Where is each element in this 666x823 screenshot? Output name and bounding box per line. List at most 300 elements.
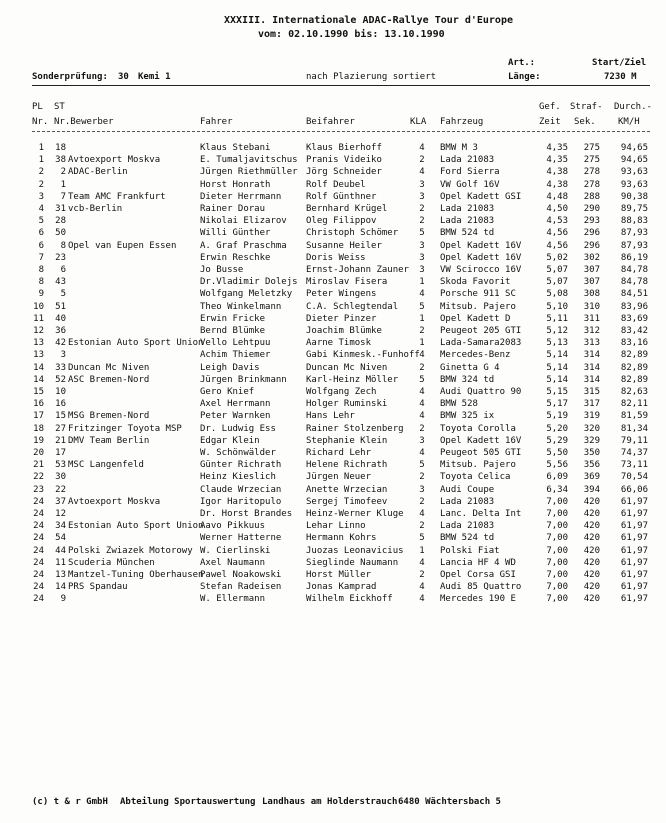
cell-co-driver: Susanne Heiler <box>306 240 382 251</box>
cell-start-number: 33 <box>55 362 66 373</box>
cell-start-number: 17 <box>55 448 66 458</box>
cell-entrant: Mantzel-Tuning Oberhausen <box>68 570 204 580</box>
cell-average-speed: 83,42 <box>620 326 648 336</box>
cell-driver: Gero Knief <box>200 387 255 397</box>
cell-average-speed: 83,69 <box>620 313 648 324</box>
cell-driver: Dr.Vladimir Dolejs <box>200 277 298 288</box>
cell-co-driver: Rolf Günthner <box>306 191 377 202</box>
cell-penalty-seconds: 420 <box>583 521 600 532</box>
cell-start-number: 7 <box>60 191 66 202</box>
col-bewerber: Nr.Bewerber <box>54 117 114 127</box>
cell-driver: Stefan Radeisen <box>200 582 282 593</box>
cell-time: 5,14 <box>546 362 568 373</box>
cell-start-number: 18 <box>55 143 66 153</box>
cell-penalty-seconds: 394 <box>583 484 600 495</box>
cell-co-driver: Rainer Stolzenberg <box>306 423 404 434</box>
cell-time: 6,09 <box>546 472 568 483</box>
cell-penalty-seconds: 312 <box>583 326 600 336</box>
cell-start-number: 53 <box>55 460 66 471</box>
table-row <box>0 472 666 483</box>
cell-penalty-seconds: 350 <box>583 448 600 458</box>
cell-class: 3 <box>419 252 425 263</box>
cell-placement: 2 <box>38 179 44 190</box>
cell-penalty-seconds: 308 <box>583 289 600 300</box>
cell-start-number: 16 <box>55 399 66 410</box>
cell-driver: Günter Richrath <box>200 460 282 471</box>
cell-average-speed: 93,63 <box>620 179 648 190</box>
cell-placement: 24 <box>33 594 44 605</box>
cell-average-speed: 82,11 <box>620 399 648 410</box>
cell-vehicle: Mitsub. Pajero <box>440 301 516 312</box>
cell-placement: 24 <box>33 545 44 556</box>
cell-class: 2 <box>419 326 425 336</box>
cell-start-number: 50 <box>55 228 66 239</box>
cell-time: 5,14 <box>546 350 568 361</box>
cell-start-number: 28 <box>55 216 66 227</box>
cell-co-driver: Jürgen Neuer <box>306 472 372 483</box>
table-row <box>0 143 666 154</box>
cell-class: 3 <box>419 191 425 202</box>
cell-penalty-seconds: 296 <box>583 240 600 251</box>
cell-class: 4 <box>419 448 425 458</box>
cell-start-number: 51 <box>55 301 66 312</box>
col-fahrzeug: Fahrzeug <box>440 117 484 127</box>
cell-class: 4 <box>419 350 425 361</box>
cell-penalty-seconds: 302 <box>583 252 600 263</box>
cell-vehicle: Audi Coupe <box>440 484 495 495</box>
art-value: Start/Ziel <box>592 58 647 68</box>
laenge-label: Länge: <box>508 72 541 82</box>
table-row <box>0 509 666 520</box>
cell-co-driver: Karl-Heinz Möller <box>306 374 399 385</box>
cell-penalty-seconds: 278 <box>583 179 600 190</box>
cell-co-driver: Ernst-Johann Zauner <box>306 265 409 275</box>
cell-placement: 15 <box>33 387 44 397</box>
cell-co-driver: Heinz-Werner Kluge <box>306 509 404 519</box>
cell-co-driver: Anette Wrzecian <box>306 484 388 495</box>
cell-driver: W. Cierlinski <box>200 545 271 556</box>
cell-placement: 12 <box>33 326 44 336</box>
cell-average-speed: 86,19 <box>620 252 648 263</box>
table-row <box>0 277 666 288</box>
cell-driver: Aavo Pikkuus <box>200 521 266 532</box>
table-row <box>0 424 666 435</box>
cell-penalty-seconds: 310 <box>583 301 600 312</box>
cell-co-driver: Richard Lehr <box>306 448 372 458</box>
footer-city: 6480 Wächtersbach 5 <box>398 797 501 807</box>
cell-vehicle: Lada 21083 <box>440 216 495 227</box>
cell-class: 2 <box>419 521 425 532</box>
cell-class: 2 <box>419 496 425 507</box>
cell-class: 4 <box>419 399 425 410</box>
cell-time: 7,00 <box>546 594 568 605</box>
cell-start-number: 6 <box>60 265 66 275</box>
cell-vehicle: Opel Kadett 16V <box>440 252 522 263</box>
cell-driver: Horst Honrath <box>200 179 271 190</box>
cell-start-number: 52 <box>55 374 66 385</box>
col-fahrer: Fahrer <box>200 117 233 127</box>
cell-driver: Edgar Klein <box>200 435 260 446</box>
cell-time: 7,00 <box>546 570 568 580</box>
cell-placement: 10 <box>33 301 44 312</box>
cell-penalty-seconds: 314 <box>583 362 600 373</box>
cell-time: 5,20 <box>546 423 568 434</box>
cell-co-driver: Jonas Kamprad <box>306 582 377 593</box>
footer-address: Landhaus am Holderstrauch <box>262 797 398 807</box>
cell-penalty-seconds: 319 <box>583 411 600 422</box>
cell-average-speed: 84,78 <box>620 277 648 288</box>
cell-entrant: Estonian Auto Sport Union <box>68 338 204 349</box>
cell-time: 5,19 <box>546 411 568 422</box>
cell-placement: 21 <box>33 460 44 471</box>
cell-penalty-seconds: 356 <box>583 460 600 471</box>
table-row <box>0 485 666 496</box>
col-beifahrer: Beifahrer <box>306 117 355 127</box>
cell-driver: Dr. Ludwig Ess <box>200 423 276 434</box>
cell-penalty-seconds: 290 <box>583 204 600 214</box>
cell-co-driver: Duncan Mc Niven <box>306 362 388 373</box>
cell-class: 2 <box>419 216 425 227</box>
cell-start-number: 15 <box>55 411 66 422</box>
cell-co-driver: Jörg Schneider <box>306 167 382 178</box>
cell-class: 3 <box>419 435 425 446</box>
cell-vehicle: Polski Fiat <box>440 545 500 556</box>
art-label: Art.: <box>508 58 536 68</box>
cell-class: 4 <box>419 509 425 519</box>
cell-vehicle: Lada 21083 <box>440 204 495 214</box>
table-row <box>0 570 666 581</box>
cell-placement: 22 <box>33 472 44 483</box>
cell-placement: 3 <box>38 191 44 202</box>
cell-entrant: Team AMC Frankfurt <box>68 191 166 202</box>
cell-time: 7,00 <box>546 545 568 556</box>
table-row <box>0 387 666 398</box>
cell-placement: 19 <box>33 435 44 446</box>
cell-vehicle: BMW 325 ix <box>440 411 495 422</box>
cell-class: 2 <box>419 423 425 434</box>
cell-co-driver: Dieter Pinzer <box>306 313 377 324</box>
cell-class: 3 <box>419 240 425 251</box>
cell-average-speed: 82,89 <box>620 374 648 385</box>
cell-entrant: Duncan Mc Niven <box>68 362 150 373</box>
cell-penalty-seconds: 420 <box>583 509 600 519</box>
cell-class: 4 <box>419 143 425 153</box>
cell-average-speed: 82,89 <box>620 350 648 361</box>
cell-average-speed: 88,83 <box>620 216 648 227</box>
cell-driver: Jürgen Riethmüller <box>200 167 298 178</box>
cell-entrant: Avtoexport Moskva <box>68 155 161 166</box>
table-row <box>0 289 666 300</box>
cell-start-number: 3 <box>60 350 66 361</box>
cell-class: 4 <box>419 557 425 568</box>
cell-entrant: vcb-Berlin <box>68 204 123 214</box>
table-row <box>0 228 666 239</box>
table-row <box>0 363 666 374</box>
cell-entrant: DMV Team Berlin <box>68 435 150 446</box>
cell-driver: Axel Herrmann <box>200 399 271 410</box>
col-pl-top: PL <box>32 102 43 112</box>
cell-average-speed: 83,96 <box>620 301 648 312</box>
cell-class: 4 <box>419 167 425 178</box>
cell-entrant: ADAC-Berlin <box>68 167 128 178</box>
cell-class: 4 <box>419 411 425 422</box>
cell-penalty-seconds: 278 <box>583 167 600 178</box>
cell-driver: Claude Wrzecian <box>200 484 282 495</box>
cell-vehicle: BMW 528 <box>440 399 478 410</box>
cell-start-number: 21 <box>55 435 66 446</box>
table-row <box>0 338 666 349</box>
cell-driver: Willi Günther <box>200 228 271 239</box>
cell-start-number: 10 <box>55 387 66 397</box>
cell-co-driver: Rolf Deubel <box>306 179 366 190</box>
cell-start-number: 30 <box>55 472 66 483</box>
cell-class: 2 <box>419 570 425 580</box>
cell-vehicle: BMW M 3 <box>440 143 478 153</box>
cell-entrant: Estonian Auto Sport Union <box>68 521 204 532</box>
table-row <box>0 448 666 459</box>
cell-average-speed: 61,97 <box>620 582 648 593</box>
cell-driver: Nikolai Elizarov <box>200 216 287 227</box>
cell-average-speed: 84,78 <box>620 265 648 275</box>
cell-placement: 1 <box>38 155 44 166</box>
cell-vehicle: Peugeot 505 GTI <box>440 448 522 458</box>
cell-start-number: 9 <box>60 594 66 605</box>
col-nr: Nr. <box>32 117 49 127</box>
cell-start-number: 1 <box>60 179 66 190</box>
cell-time: 5,08 <box>546 289 568 300</box>
cell-co-driver: Doris Weiss <box>306 252 366 263</box>
cell-penalty-seconds: 420 <box>583 533 600 544</box>
cell-class: 3 <box>419 484 425 495</box>
cell-placement: 20 <box>33 448 44 458</box>
cell-penalty-seconds: 307 <box>583 277 600 288</box>
col-kmh-top: Durch.- <box>614 102 652 112</box>
cell-co-driver: Miroslav Fisera <box>306 277 388 288</box>
table-row <box>0 558 666 569</box>
cell-driver: Bernd Blümke <box>200 326 266 336</box>
sonder-name: Kemi 1 <box>138 72 171 82</box>
cell-penalty-seconds: 420 <box>583 496 600 507</box>
cell-time: 7,00 <box>546 557 568 568</box>
cell-average-speed: 90,38 <box>620 191 648 202</box>
cell-placement: 23 <box>33 484 44 495</box>
table-row <box>0 253 666 264</box>
cell-vehicle: VW Golf 16V <box>440 179 500 190</box>
cell-co-driver: Juozas Leonavicius <box>306 545 404 556</box>
cell-time: 4,56 <box>546 240 568 251</box>
cell-placement: 11 <box>33 313 44 324</box>
cell-driver: Igor Haritopulo <box>200 496 282 507</box>
table-row <box>0 326 666 337</box>
cell-time: 7,00 <box>546 509 568 519</box>
cell-placement: 8 <box>38 265 44 275</box>
cell-driver: Wolfgang Meletzky <box>200 289 293 300</box>
cell-vehicle: Toyota Celica <box>440 472 511 483</box>
cell-co-driver: Hermann Kohrs <box>306 533 377 544</box>
cell-vehicle: Mercedes-Benz <box>440 350 511 361</box>
cell-start-number: 34 <box>55 521 66 532</box>
cell-time: 7,00 <box>546 533 568 544</box>
cell-time: 6,34 <box>546 484 568 495</box>
cell-co-driver: Bernhard Krügel <box>306 204 388 214</box>
cell-class: 4 <box>419 582 425 593</box>
table-row <box>0 460 666 471</box>
cell-class: 1 <box>419 338 425 349</box>
cell-time: 5,02 <box>546 252 568 263</box>
cell-penalty-seconds: 293 <box>583 216 600 227</box>
cell-penalty-seconds: 275 <box>583 143 600 153</box>
table-row <box>0 594 666 605</box>
cell-driver: Peter Warnken <box>200 411 271 422</box>
table-row <box>0 265 666 276</box>
cell-average-speed: 87,93 <box>620 228 648 239</box>
cell-placement: 24 <box>33 557 44 568</box>
cell-vehicle: Lada 21083 <box>440 521 495 532</box>
cell-placement: 6 <box>38 228 44 239</box>
cell-time: 4,53 <box>546 216 568 227</box>
sonder-label: Sonderprüfung: <box>32 72 108 82</box>
cell-average-speed: 61,97 <box>620 570 648 580</box>
cell-co-driver: Oleg Filippov <box>306 216 377 227</box>
cell-time: 5,07 <box>546 277 568 288</box>
cell-driver: Vello Lehtpuu <box>200 338 271 349</box>
cell-placement: 16 <box>33 399 44 410</box>
cell-driver: Dieter Herrmann <box>200 191 282 202</box>
cell-average-speed: 89,75 <box>620 204 648 214</box>
table-row <box>0 350 666 361</box>
cell-penalty-seconds: 369 <box>583 472 600 483</box>
cell-start-number: 8 <box>60 240 66 251</box>
cell-co-driver: Wilhelm Eickhoff <box>306 594 393 605</box>
cell-co-driver: Horst Müller <box>306 570 372 580</box>
cell-average-speed: 74,37 <box>620 448 648 458</box>
cell-co-driver: Holger Ruminski <box>306 399 388 410</box>
cell-start-number: 5 <box>60 289 66 300</box>
cell-class: 3 <box>419 265 425 275</box>
cell-average-speed: 61,97 <box>620 509 648 519</box>
cell-penalty-seconds: 420 <box>583 545 600 556</box>
cell-vehicle: Ginetta G 4 <box>440 362 500 373</box>
cell-start-number: 11 <box>55 557 66 568</box>
cell-placement: 1 <box>38 143 44 153</box>
col-zeit-top: Gef. <box>539 102 561 112</box>
cell-vehicle: Opel Kadett D <box>440 313 511 324</box>
cell-start-number: 36 <box>55 326 66 336</box>
cell-vehicle: Opel Kadett 16V <box>440 435 522 446</box>
cell-time: 4,38 <box>546 179 568 190</box>
cell-start-number: 13 <box>55 570 66 580</box>
cell-start-number: 31 <box>55 204 66 214</box>
cell-co-driver: Stephanie Klein <box>306 435 388 446</box>
cell-placement: 2 <box>38 167 44 178</box>
cell-entrant: Avtoexport Moskva <box>68 496 161 507</box>
cell-vehicle: BMW 524 td <box>440 228 495 239</box>
cell-average-speed: 61,97 <box>620 545 648 556</box>
cell-driver: Axel Naumann <box>200 557 266 568</box>
cell-penalty-seconds: 313 <box>583 338 600 349</box>
cell-class: 3 <box>419 179 425 190</box>
cell-driver: Werner Hatterne <box>200 533 282 544</box>
cell-time: 7,00 <box>546 521 568 532</box>
cell-start-number: 40 <box>55 313 66 324</box>
cell-class: 2 <box>419 472 425 483</box>
cell-start-number: 2 <box>60 167 66 178</box>
cell-driver: Erwin Reschke <box>200 252 271 263</box>
cell-driver: Erwin Fricke <box>200 313 266 324</box>
sonder-number: 30 <box>118 72 129 82</box>
cell-co-driver: C.A. Schlegtendal <box>306 301 399 312</box>
cell-time: 7,00 <box>546 582 568 593</box>
cell-vehicle: BMW 324 td <box>440 374 495 385</box>
table-row <box>0 411 666 422</box>
cell-time: 5,50 <box>546 448 568 458</box>
cell-co-driver: Peter Wingens <box>306 289 377 300</box>
cell-time: 5,56 <box>546 460 568 471</box>
sort-text: nach Plazierung sortiert <box>306 72 437 82</box>
cell-co-driver: Joachim Blümke <box>306 326 382 336</box>
cell-time: 5,17 <box>546 399 568 410</box>
footer-department: Abteilung Sportauswertung <box>120 797 256 807</box>
cell-average-speed: 66,06 <box>620 484 648 495</box>
cell-average-speed: 61,97 <box>620 521 648 532</box>
cell-penalty-seconds: 296 <box>583 228 600 239</box>
cell-entrant: Opel van Eupen Essen <box>68 240 177 251</box>
cell-co-driver: Christoph Schömer <box>306 228 399 239</box>
cell-average-speed: 93,63 <box>620 167 648 178</box>
col-sek-top: Straf- <box>570 102 603 112</box>
cell-vehicle: Audi 85 Quattro <box>440 582 522 593</box>
cell-placement: 13 <box>33 350 44 361</box>
cell-driver: Dr. Horst Brandes <box>200 509 293 519</box>
table-row <box>0 399 666 410</box>
cell-average-speed: 61,97 <box>620 557 648 568</box>
header-rule <box>32 85 650 86</box>
cell-average-speed: 61,97 <box>620 496 648 507</box>
cell-class: 2 <box>419 155 425 166</box>
cell-vehicle: Skoda Favorit <box>440 277 511 288</box>
cell-time: 5,15 <box>546 387 568 397</box>
cell-driver: Theo Winkelmann <box>200 301 282 312</box>
cell-average-speed: 94,65 <box>620 143 648 153</box>
cell-entrant: Fritzinger Toyota MSP <box>68 423 182 434</box>
cell-placement: 7 <box>38 252 44 263</box>
cell-average-speed: 79,11 <box>620 435 648 446</box>
cell-placement: 24 <box>33 570 44 580</box>
cell-penalty-seconds: 314 <box>583 374 600 385</box>
cell-placement: 14 <box>33 374 44 385</box>
cell-co-driver: Aarne Timosk <box>306 338 372 349</box>
cell-co-driver: Helene Richrath <box>306 460 388 471</box>
cell-class: 4 <box>419 387 425 397</box>
table-row <box>0 192 666 203</box>
cell-driver: Jo Busse <box>200 265 244 275</box>
cell-vehicle: Mercedes 190 E <box>440 594 516 605</box>
event-dates: vom: 02.10.1990 bis: 13.10.1990 <box>258 29 445 40</box>
cell-vehicle: Opel Corsa GSI <box>440 570 516 580</box>
cell-class: 1 <box>419 545 425 556</box>
table-row <box>0 546 666 557</box>
cell-time: 4,56 <box>546 228 568 239</box>
cell-co-driver: Gabi Kinmesk.-Funhoff <box>306 350 420 361</box>
cell-average-speed: 61,97 <box>620 533 648 544</box>
cell-time: 4,48 <box>546 191 568 202</box>
cell-driver: Rainer Dorau <box>200 204 266 214</box>
cell-time: 5,13 <box>546 338 568 349</box>
cell-penalty-seconds: 314 <box>583 350 600 361</box>
cell-entrant: Scuderia München <box>68 557 155 568</box>
cell-placement: 4 <box>38 204 44 214</box>
cell-co-driver: Wolfgang Zech <box>306 387 377 397</box>
